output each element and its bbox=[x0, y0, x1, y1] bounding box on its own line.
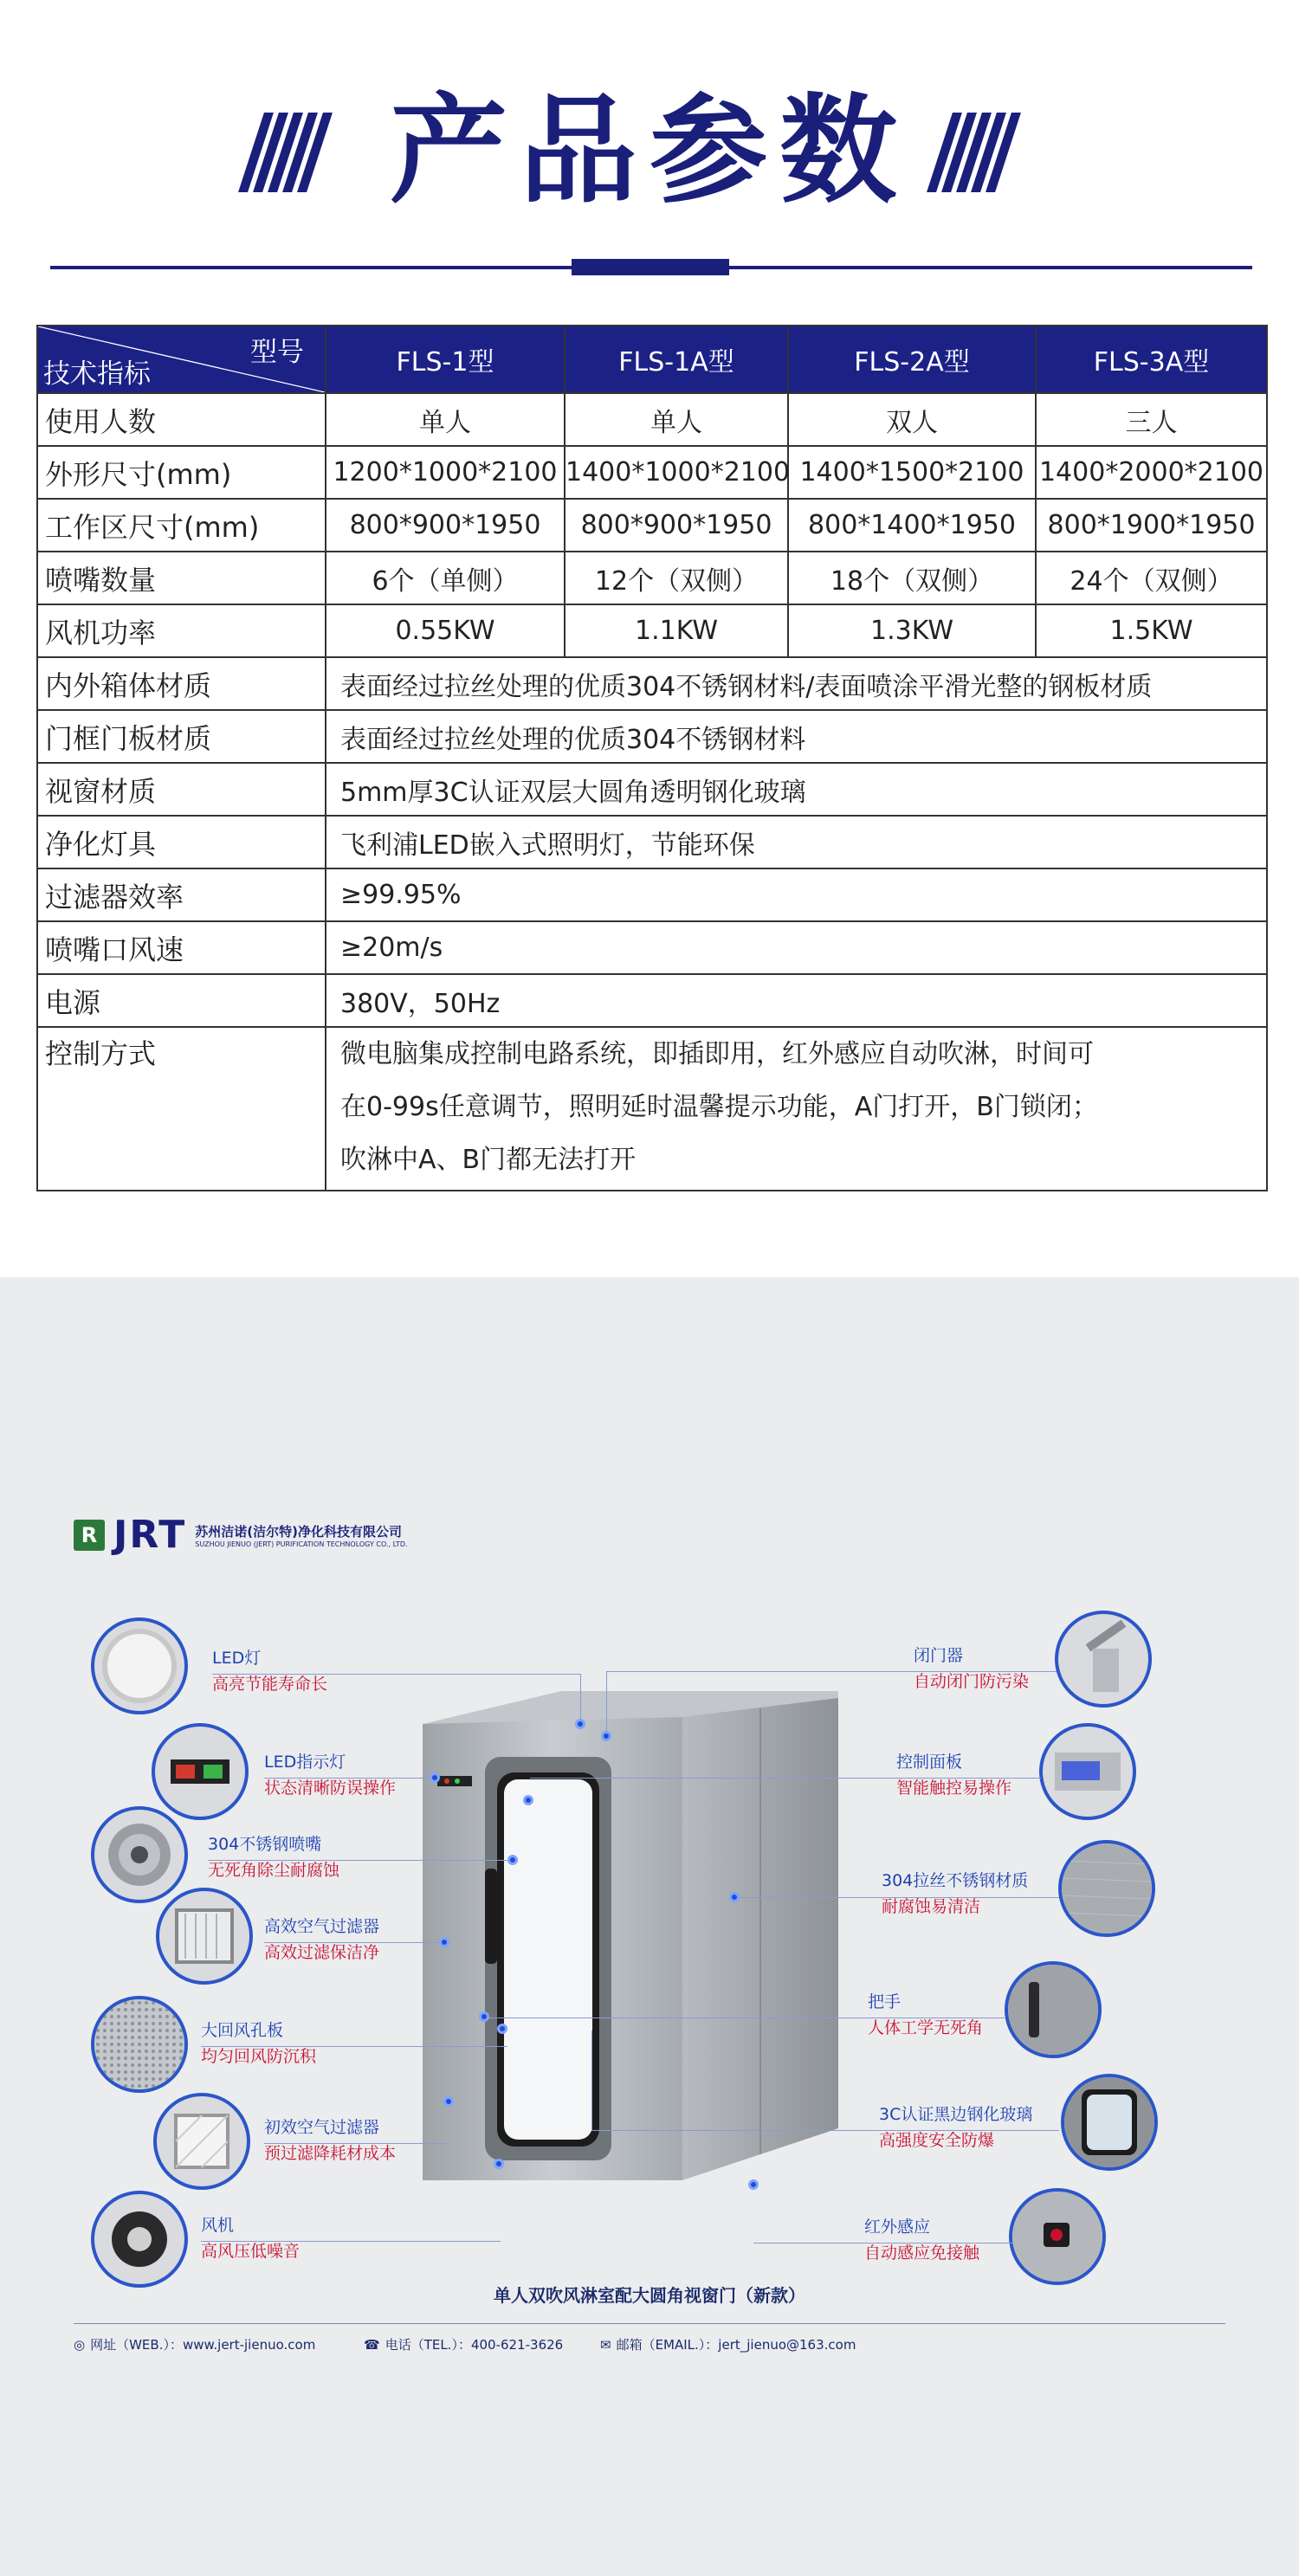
hotspot-dot bbox=[601, 1731, 611, 1741]
table-cell-wide: 380V，50Hz bbox=[326, 974, 1267, 1027]
table-row bbox=[37, 1027, 1267, 1191]
table-row bbox=[37, 763, 1267, 816]
nozzle-thumbnail bbox=[91, 1806, 188, 1903]
table-cell: 双人 bbox=[788, 393, 1036, 446]
table-cell: 1400*2000*2100 bbox=[1036, 446, 1267, 499]
telephone-text: 电话（TEL.）：400-621-3626 bbox=[385, 2337, 564, 2353]
table-cell: 1400*1500*2100 bbox=[788, 446, 1036, 499]
product-panel bbox=[0, 1277, 1299, 2576]
hotspot-dot bbox=[575, 1719, 585, 1729]
row-label: 视窗材质 bbox=[37, 763, 326, 816]
logo-mark-icon: R bbox=[74, 1520, 105, 1551]
feature-caption bbox=[201, 2212, 300, 2264]
feature-subtitle: 自动闭门防污染 bbox=[914, 1672, 1030, 1691]
table-row bbox=[37, 816, 1267, 868]
email-text: 邮箱（EMAIL.）：jert_jienuo@163.com bbox=[616, 2337, 856, 2353]
row-label: 外形尺寸(mm) bbox=[37, 446, 326, 499]
feature-subtitle: 耐腐蚀易清洁 bbox=[882, 1897, 981, 1916]
feature-subtitle: 自动感应免接触 bbox=[864, 2244, 980, 2263]
row-label: 使用人数 bbox=[37, 393, 326, 446]
hepa-filter-thumbnail bbox=[156, 1888, 253, 1985]
feature-subtitle: 高风压低噪音 bbox=[201, 2242, 301, 2261]
mail-icon: ✉ bbox=[600, 2336, 611, 2353]
leader-line bbox=[208, 1860, 513, 1861]
row-label: 风机功率 bbox=[37, 604, 326, 657]
table-cell: 12个（双侧） bbox=[565, 552, 788, 604]
phone-icon: ☎ bbox=[364, 2336, 380, 2353]
hotspot-dot bbox=[494, 2159, 504, 2169]
table-cell: 800*900*1950 bbox=[326, 499, 565, 552]
hotspot-dot bbox=[523, 1795, 533, 1805]
table-cell: 三人 bbox=[1036, 393, 1267, 446]
table-cell: 800*900*1950 bbox=[565, 499, 788, 552]
feature-title: 高效空气过滤器 bbox=[264, 1917, 380, 1936]
table-row bbox=[37, 499, 1267, 552]
leader-line bbox=[212, 1674, 580, 1675]
spec-table bbox=[36, 325, 1268, 1191]
hotspot-dot bbox=[748, 2179, 759, 2190]
feature-title: 初效空气过滤器 bbox=[264, 2118, 380, 2137]
footer-tel bbox=[364, 2335, 563, 2353]
leader-line bbox=[264, 2143, 446, 2144]
feature-title: 闭门器 bbox=[914, 1646, 964, 1665]
led-light-thumbnail bbox=[91, 1617, 188, 1714]
row-label: 控制方式 bbox=[37, 1027, 326, 1191]
header bbox=[0, 0, 1299, 294]
feature-subtitle: 高亮节能寿命长 bbox=[212, 1675, 328, 1694]
row-label: 内外箱体材质 bbox=[37, 657, 326, 710]
table-cell: 800*1900*1950 bbox=[1036, 499, 1267, 552]
feature-caption bbox=[882, 1868, 1028, 1920]
fan-thumbnail bbox=[91, 2191, 188, 2288]
feature-caption bbox=[212, 1645, 327, 1697]
pre-filter-thumbnail bbox=[153, 2093, 250, 2190]
table-cell-wide: 表面经过拉丝处理的优质304不锈钢材料/表面喷涂平滑光整的钢板材质 bbox=[326, 657, 1267, 710]
door-closer-thumbnail bbox=[1055, 1611, 1152, 1708]
feature-title: 红外感应 bbox=[864, 2218, 931, 2237]
hotspot-dot bbox=[443, 2096, 454, 2107]
feature-subtitle: 高效过滤保洁净 bbox=[264, 1943, 380, 1962]
leader-line bbox=[580, 1674, 581, 1726]
feature-caption bbox=[879, 2101, 1032, 2153]
table-cell: 1400*1000*2100 bbox=[565, 446, 788, 499]
handle-thumbnail bbox=[1005, 1961, 1102, 2058]
company-logo bbox=[74, 1513, 408, 1557]
feature-title: LED指示灯 bbox=[264, 1753, 346, 1772]
row-label: 喷嘴数量 bbox=[37, 552, 326, 604]
table-row bbox=[37, 446, 1267, 499]
feature-subtitle: 无死角除尘耐腐蚀 bbox=[208, 1861, 340, 1880]
website-text: 网址（WEB.）：www.jert-jienuo.com bbox=[90, 2337, 316, 2353]
row-label: 电源 bbox=[37, 974, 326, 1027]
air-shower-cabinet-illustration bbox=[423, 1691, 838, 2180]
hotspot-dot bbox=[430, 1772, 440, 1783]
feature-caption bbox=[868, 1989, 983, 2041]
hotspot-dot bbox=[507, 1855, 518, 1865]
feature-title: 304拉丝不锈钢材质 bbox=[882, 1871, 1029, 1890]
feature-title: 风机 bbox=[201, 2216, 235, 2235]
feature-caption bbox=[864, 2214, 979, 2266]
hotspot-dot bbox=[479, 2011, 489, 2022]
feature-subtitle: 智能触控易操作 bbox=[896, 1779, 1012, 1798]
feature-title: 把手 bbox=[868, 1992, 902, 2011]
control-line: 吹淋中A、B门都无法打开 bbox=[340, 1145, 637, 1175]
feature-caption bbox=[264, 1749, 396, 1801]
table-cell: 单人 bbox=[326, 393, 565, 446]
leader-line bbox=[606, 1671, 1057, 1672]
leader-line bbox=[201, 2241, 501, 2242]
table-cell: 6个（单侧） bbox=[326, 552, 565, 604]
title-underline-block bbox=[572, 259, 729, 275]
feature-title: 大回风孔板 bbox=[201, 2021, 284, 2040]
hotspot-dot bbox=[729, 1892, 740, 1902]
leader-line bbox=[591, 2130, 1059, 2131]
brushed-steel-thumbnail bbox=[1058, 1840, 1155, 1937]
model-header: FLS-2A型 bbox=[788, 326, 1036, 393]
table-cell: 1.5KW bbox=[1036, 604, 1267, 657]
row-label: 净化灯具 bbox=[37, 816, 326, 868]
control-line: 在0-99s任意调节，照明延时温馨提示功能，A门打开，B门锁闭； bbox=[340, 1092, 1098, 1122]
feature-title: LED灯 bbox=[212, 1649, 262, 1668]
model-header: FLS-1A型 bbox=[565, 326, 788, 393]
footer-email bbox=[600, 2335, 856, 2353]
table-row bbox=[37, 868, 1267, 921]
table-row bbox=[37, 552, 1267, 604]
page-title: 产品参数 bbox=[390, 83, 909, 220]
table-cell: 24个（双侧） bbox=[1036, 552, 1267, 604]
model-header: FLS-3A型 bbox=[1036, 326, 1267, 393]
decorative-slashes-right bbox=[940, 113, 1008, 195]
leader-line bbox=[753, 2243, 1013, 2244]
row-label: 喷嘴口风速 bbox=[37, 921, 326, 974]
hotspot-dot bbox=[497, 2024, 507, 2034]
model-header: FLS-1型 bbox=[326, 326, 565, 393]
table-row bbox=[37, 657, 1267, 710]
feature-caption bbox=[914, 1643, 1029, 1695]
table-row bbox=[37, 710, 1267, 763]
table-cell: 1200*1000*2100 bbox=[326, 446, 565, 499]
feature-subtitle: 均匀回风防沉积 bbox=[201, 2047, 317, 2066]
feature-caption bbox=[208, 1831, 339, 1883]
table-row bbox=[37, 921, 1267, 974]
corner-model-label: 型号 bbox=[250, 337, 304, 368]
leader-line bbox=[264, 1942, 446, 1943]
leader-line bbox=[734, 1897, 1059, 1898]
control-panel-thumbnail bbox=[1039, 1723, 1136, 1820]
feature-caption bbox=[264, 2114, 396, 2166]
globe-icon: ◎ bbox=[74, 2336, 86, 2353]
table-header-row bbox=[37, 326, 1267, 393]
feature-caption bbox=[264, 1914, 379, 1966]
feature-subtitle: 预过滤降耗材成本 bbox=[264, 2144, 397, 2163]
table-cell-wide: ≥99.95% bbox=[326, 868, 1267, 921]
footer-divider bbox=[74, 2323, 1225, 2324]
hotspot-dot bbox=[439, 1937, 449, 1947]
return-air-plate-thumbnail bbox=[91, 1996, 188, 2093]
table-cell-wide: 飞利浦LED嵌入式照明灯，节能环保 bbox=[326, 816, 1267, 868]
table-cell: 1.3KW bbox=[788, 604, 1036, 657]
tempered-glass-thumbnail bbox=[1061, 2074, 1158, 2171]
infrared-sensor-thumbnail bbox=[1009, 2188, 1106, 2285]
feature-caption bbox=[201, 2018, 316, 2069]
model-caption: 单人双吹风淋室配大圆角视窗门（新款） bbox=[494, 2285, 805, 2306]
table-cell: 单人 bbox=[565, 393, 788, 446]
leader-line bbox=[606, 1671, 607, 1733]
row-label: 门框门板材质 bbox=[37, 710, 326, 763]
row-label: 工作区尺寸(mm) bbox=[37, 499, 326, 552]
table-cell: 18个（双侧） bbox=[788, 552, 1036, 604]
table-row bbox=[37, 974, 1267, 1027]
feature-subtitle: 状态清晰防误操作 bbox=[264, 1779, 397, 1798]
table-cell: 800*1400*1950 bbox=[788, 499, 1036, 552]
company-name-cn: 苏州洁诺(洁尔特)净化科技有限公司 bbox=[195, 1523, 403, 1540]
led-indicator-thumbnail bbox=[152, 1723, 249, 1820]
logo-wordmark: JRT bbox=[113, 1513, 187, 1557]
table-row bbox=[37, 604, 1267, 657]
feature-title: 控制面板 bbox=[896, 1753, 963, 1772]
company-name-en: SUZHOU JIENUO (JERT) PURIFICATION TECHNOLOGY CO., LTD. bbox=[195, 1540, 408, 1548]
table-corner-cell bbox=[37, 326, 326, 393]
leader-line bbox=[201, 2046, 507, 2047]
table-cell-control bbox=[326, 1027, 1267, 1191]
leader-line bbox=[264, 1778, 437, 1779]
leader-line bbox=[591, 2030, 592, 2130]
table-cell: 0.55KW bbox=[326, 604, 565, 657]
feature-title: 304不锈钢喷嘴 bbox=[208, 1835, 322, 1854]
logo-company-name bbox=[195, 1522, 407, 1548]
table-cell-wide: 5mm厚3C认证双层大圆角透明钢化玻璃 bbox=[326, 763, 1267, 816]
table-cell: 1.1KW bbox=[565, 604, 788, 657]
corner-spec-label: 技术指标 bbox=[43, 358, 151, 390]
table-row bbox=[37, 393, 1267, 446]
feature-caption bbox=[896, 1749, 1011, 1801]
feature-title: 3C认证黑边钢化玻璃 bbox=[879, 2105, 1033, 2124]
row-label: 过滤器效率 bbox=[37, 868, 326, 921]
feature-subtitle: 人体工学无死角 bbox=[868, 2018, 984, 2037]
leader-line bbox=[530, 1778, 1041, 1779]
table-cell-wide: 表面经过拉丝处理的优质304不锈钢材料 bbox=[326, 710, 1267, 763]
feature-subtitle: 高强度安全防爆 bbox=[879, 2131, 995, 2150]
footer-web bbox=[74, 2335, 315, 2353]
control-line: 微电脑集成控制电路系统，即插即用，红外感应自动吹淋，时间可 bbox=[340, 1039, 1094, 1069]
table-cell-wide: ≥20m/s bbox=[326, 921, 1267, 974]
